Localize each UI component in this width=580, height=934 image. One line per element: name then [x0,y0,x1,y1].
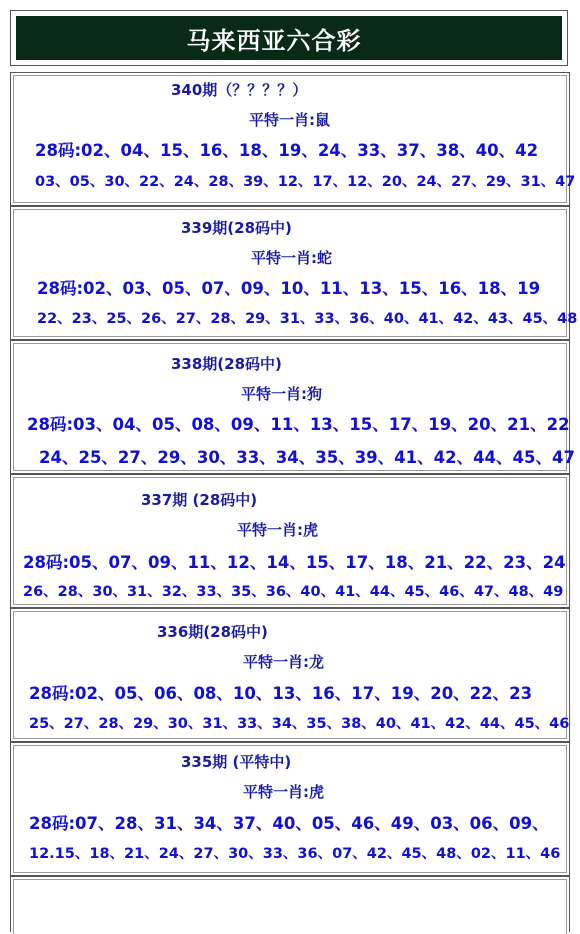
record-card [10,72,576,206]
page-title: 马来西亚六合彩 [186,26,362,55]
record-zodiac: 平特一肖:鼠 [249,111,330,129]
record-period: 337期 (28码中) [141,491,258,509]
record-codes: 28码:02、04、15、16、18、19、24、33、37、38、40、42 [35,141,539,160]
record-card [10,474,570,608]
record-zodiac: 平特一肖:虎 [237,521,318,539]
record-zodiac: 平特一肖:龙 [243,653,324,671]
record-extra-numbers: 22、23、25、26、27、28、29、31、33、36、40、41、42、43、45、48 [37,311,578,327]
record-period: 339期(28码中) [181,219,292,237]
record-period: 336期(28码中) [157,623,268,641]
header-banner [10,10,568,66]
record-codes: 28码:02、03、05、07、09、10、11、13、15、16、18、19 [37,279,541,298]
record-codes: 28码:03、04、05、08、09、11、13、15、17、19、20、21、22 [27,415,570,434]
record-card [10,340,575,474]
record-zodiac: 平特一肖:狗 [241,385,322,403]
record-period: 340期（？？？？） [171,81,308,99]
record-card [10,206,578,340]
record-zodiac: 平特一肖:蛇 [251,249,332,267]
record-period: 338期(28码中) [171,355,282,373]
header-background [16,16,562,60]
record-extra-numbers: 12.15、18、21、24、27、30、33、36、07、42、45、48、02、11、46 [29,846,561,862]
card-inner-border [13,879,567,934]
record-extra-numbers: 25、27、28、29、30、31、33、34、35、38、40、41、42、44、45、46 [29,716,570,732]
record-codes: 28码:05、07、09、11、12、14、15、17、18、21、22、23、24 [23,553,566,572]
record-zodiac: 平特一肖:虎 [243,783,324,801]
record-card [10,608,570,742]
record-codes: 28码:02、05、06、08、10、13、16、17、19、20、22、23 [29,684,533,703]
record-extra-numbers: 24、25、27、29、30、33、34、35、39、41、42、44、45、47 [39,448,575,467]
record-extra-numbers: 03、05、30、22、24、28、39、12、17、12、20、24、27、29、31、47 [35,174,576,190]
record-period: 335期 (平特中) [181,753,292,771]
record-extra-numbers: 26、28、30、31、32、33、35、36、40、41、44、45、46、47、48、49 [23,584,564,600]
record-codes: 28码:07、28、31、34、37、40、05、46、49、03、06、09、 [29,814,549,833]
record-card [10,742,570,876]
record-card-partial [10,876,570,932]
